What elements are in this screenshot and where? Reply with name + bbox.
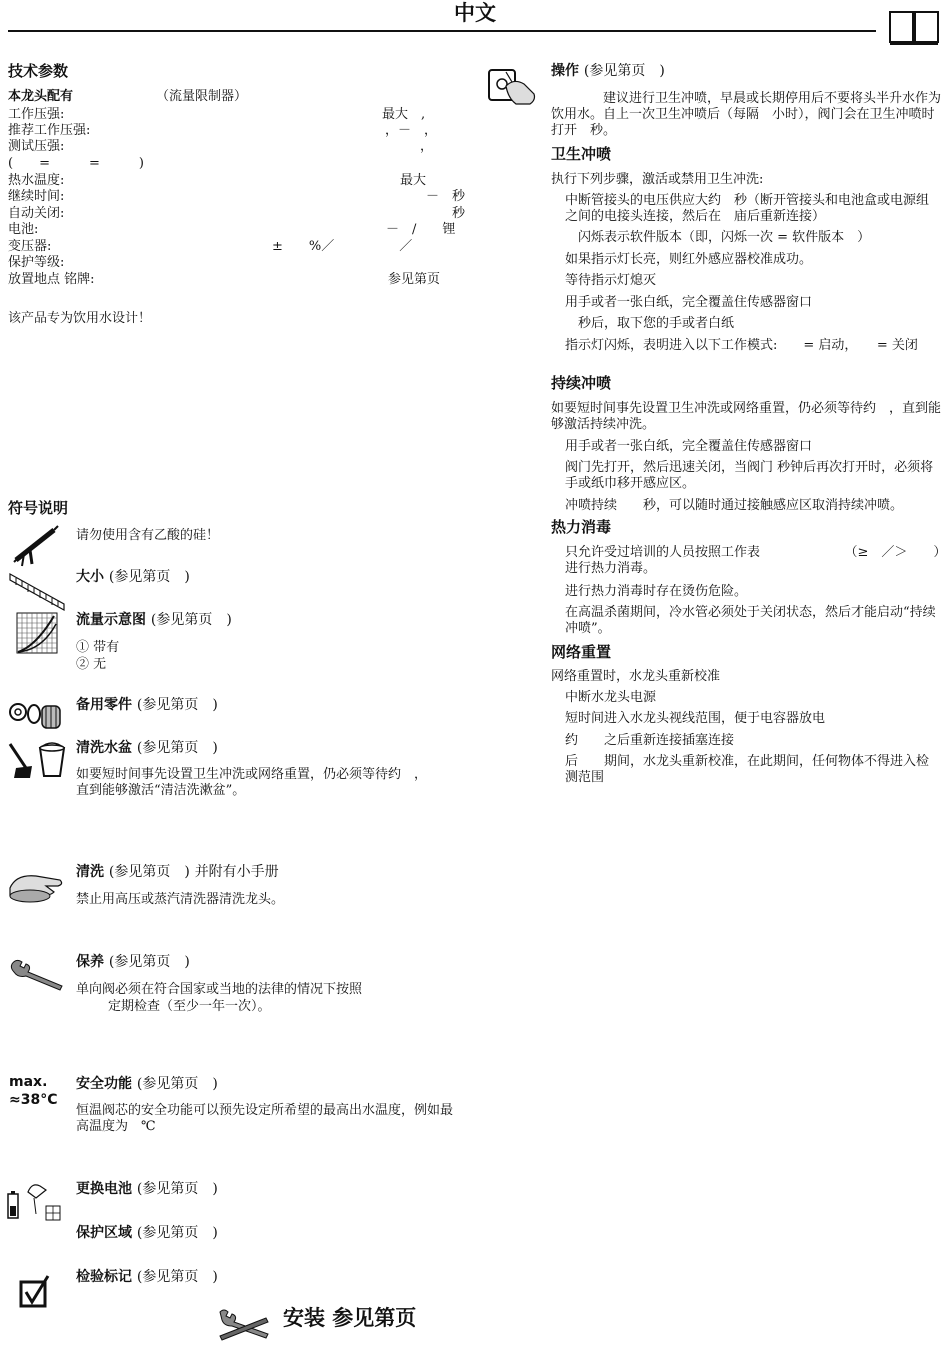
hygiene-step: 指示灯闪烁，表明进入以下工作模式: = 启动， = 关闭 — [565, 338, 918, 353]
flow-with-limiter: ① 带有 — [76, 640, 120, 655]
continuous-heading: 持续冲喷 — [551, 374, 612, 392]
param-label: 放置地点 铭牌: — [8, 272, 95, 287]
flow-without-limiter: ② 无 — [76, 657, 107, 672]
spare-parts-icon — [8, 698, 66, 734]
header-rule — [8, 30, 876, 32]
book-icon — [888, 8, 940, 46]
param-label: 工作压强: — [8, 107, 65, 122]
install-tools-icon — [216, 1306, 274, 1346]
config-value: （流量限制器） — [156, 89, 248, 104]
size-title: 大小 (参见第页 ) — [76, 569, 190, 585]
cleaning-text: 禁止用高压或蒸汽清洗器清洗龙头。 — [76, 892, 285, 907]
test-mark-title: 检验标记 (参见第页 ) — [76, 1269, 218, 1285]
cleaning-title: 清洗 (参见第页 ) 并附有小手册 — [76, 864, 279, 880]
drinking-water-note: 该产品专为饮用水设计！ — [8, 311, 152, 326]
maintenance-text-2: 定期检查（至少一年一次）。 — [108, 999, 271, 1014]
hygiene-step: 秒后，取下您的手或者白纸 — [565, 316, 735, 331]
operation-title: 操作 (参见第页 ) — [551, 63, 665, 79]
mop-bucket-icon — [6, 738, 68, 780]
param-value: 秒 — [452, 206, 466, 221]
param-value: － / 锂 — [386, 222, 456, 237]
maintenance-title: 保养 (参见第页 ) — [76, 954, 190, 970]
param-label: 继续时间: — [8, 189, 65, 204]
technical-heading: 技术参数 — [8, 62, 69, 80]
config-label: 本龙头配有 — [8, 89, 74, 104]
param-value: － 秒 — [426, 189, 466, 204]
param-label: ( = = ) — [8, 156, 144, 171]
reset-heading: 网络重置 — [551, 643, 612, 661]
reset-intro: 网络重置时，水龙头重新校准 — [551, 669, 721, 684]
reset-step: 约 之后重新连接插塞连接 — [565, 733, 735, 748]
continuous-intro: 如要短时间事先设置卫生冲洗或网络重置，仍必须等待约 ，直到能够激活持续冲洗。 — [551, 401, 942, 432]
silicone-warning: 请勿使用含有乙酸的硅！ — [76, 528, 220, 543]
ruler-icon — [8, 570, 66, 612]
hygiene-step: 等待指示灯熄灭 — [565, 273, 657, 288]
thermal-step: 进行热力消毒时存在烫伤危险。 — [565, 584, 748, 599]
hygiene-step: 如果指示灯长亮，则红外感应器校准成功。 — [565, 252, 813, 267]
param-value: 参见第页 — [388, 272, 441, 287]
param-label: 变压器: — [8, 239, 52, 254]
reset-step: 短时间进入水龙头视线范围，便于电容器放电 — [565, 711, 826, 726]
silicone-gun-icon — [10, 522, 60, 568]
symbols-heading: 符号说明 — [8, 499, 69, 517]
battery-icon — [6, 1180, 64, 1222]
hand-operation-icon — [486, 64, 538, 106]
param-value: 最大 — [400, 173, 427, 188]
protection-title: 保护区域 (参见第页 ) — [76, 1225, 218, 1241]
thermal-heading: 热力消毒 — [551, 518, 612, 536]
param-label: 保护等级: — [8, 255, 65, 270]
hygiene-step: 闪烁表示软件版本（即，闪烁一次 = 软件版本 ） — [565, 230, 871, 245]
spare-parts-title: 备用零件 (参见第页 ) — [76, 697, 218, 713]
thermal-step: 在高温杀菌期间，冷水管必须处于关闭状态，然后才能启动“持续冲喷”。 — [565, 605, 936, 636]
hygiene-step: 中断管接头的电压供应大约 秒（断开管接头和电池盒或电源组之间的电接头连接，然后在 庙后重新连接） — [565, 193, 930, 224]
battery-title: 更换电池 (参见第页 ) — [76, 1181, 218, 1197]
param-value: ± %／ ／ — [272, 239, 413, 254]
param-value: 最大 , — [382, 107, 426, 122]
param-label: 电池: — [8, 222, 39, 237]
param-label: 测试压强: — [8, 139, 65, 154]
basin-text: 如要短时间事先设置卫生冲洗或网络重置，仍必须等待约 ，直到能够激活“清洁洗漱盆”。 — [76, 767, 428, 798]
install-reference: 安装 参见第页 — [283, 1305, 417, 1330]
reset-step: 后 期间，水龙头重新校准，在此期间，任何物体不得进入检测范围 — [565, 754, 930, 785]
param-label: 自动关闭: — [8, 206, 65, 221]
maintenance-text: 单向阀必须在符合国家或当地的法律的情况下按照 — [76, 982, 363, 997]
page-title: 中文 — [454, 0, 496, 25]
param-label: 推荐工作压强: — [8, 123, 91, 138]
checkbox-icon — [18, 1274, 52, 1310]
flow-title: 流量示意图 (参见第页 ) — [76, 612, 232, 628]
flow-chart-icon — [16, 612, 58, 654]
basin-title: 清洗水盆 (参见第页 ) — [76, 740, 218, 756]
param-value: ， — [420, 139, 434, 154]
cleaning-hand-icon — [6, 866, 66, 906]
thermal-step: 只允许受过培训的人员按照工作表 （≥ ／＞ ）进行热力消毒。 — [565, 545, 940, 576]
wrench-icon — [8, 956, 66, 992]
continuous-step: 冲喷持续 秒，可以随时通过接触感应区取消持续冲喷。 — [565, 498, 904, 513]
continuous-step: 用手或者一张白纸，完全覆盖住传感器窗口 — [565, 439, 813, 454]
continuous-step: 阀门先打开，然后迅速关闭，当阀门 秒钟后再次打开时，必须将手或纸巾移开感应区。 — [565, 460, 934, 491]
max-label: max. — [9, 1074, 48, 1090]
safety-text: 恒温阀芯的安全功能可以预先设定所希望的最高出水温度，例如最高温度为 ℃ — [76, 1103, 454, 1134]
hygiene-heading: 卫生冲喷 — [551, 145, 612, 163]
max-temp-label: ≈38°C — [9, 1092, 58, 1108]
hygiene-step: 用手或者一张白纸，完全覆盖住传感器窗口 — [565, 295, 813, 310]
hygiene-intro: 执行下列步骤，激活或禁用卫生冲洗: — [551, 172, 764, 187]
operation-text: 建议进行卫生冲喷，早晨或长期停用后不要将头半升水作为饮用水。自上一次卫生冲喷后（每隔 小时），阀门会在卫生冲喷时打开 秒。 — [551, 91, 942, 138]
param-value: ，－ ， — [385, 123, 438, 138]
reset-step: 中断水龙头电源 — [565, 690, 657, 705]
param-label: 热水温度: — [8, 173, 65, 188]
safety-title: 安全功能 (参见第页 ) — [76, 1076, 218, 1092]
